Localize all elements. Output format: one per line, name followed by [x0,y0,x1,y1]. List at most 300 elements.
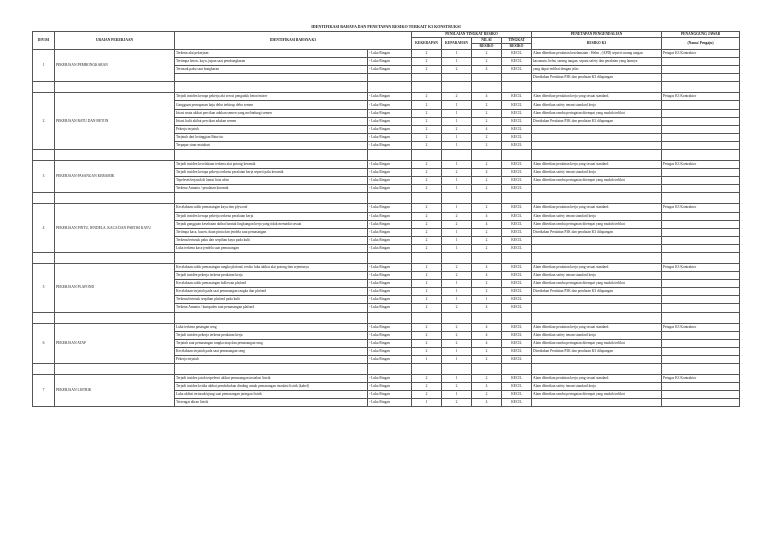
penanggung-jawab-cell [662,117,740,125]
divisi-number: 6 [33,323,55,363]
penanggung-jawab-cell [662,101,740,109]
akibat-cell: - Luka Ringan [368,93,412,101]
nilai-cell [472,74,502,82]
penanggung-jawab-cell [662,74,740,82]
penanggung-jawab-cell [662,355,740,363]
spacer-cell [532,193,662,204]
spacer-cell [412,82,442,93]
spacer-cell [368,364,412,375]
table-row [33,263,740,271]
spacer-cell [368,150,412,161]
spacer-cell [502,364,532,375]
table-row [33,323,740,331]
divisi-number: 1 [33,50,55,82]
bahaya-cell: Pekerja terjatuh [175,125,368,133]
table-row [33,204,740,212]
kekerapan-cell: 2 [412,133,442,141]
pengendalian-cell: Alam diberikan safety tenant standard kerja [532,331,662,339]
nilai-cell: 4 [472,304,502,312]
keparahan-cell: 1 [442,185,472,193]
kekerapan-cell: 2 [412,288,442,296]
akibat-cell: - Luka Ringan [368,125,412,133]
divisi-number: 4 [33,204,55,253]
kekerapan-cell: 2 [412,101,442,109]
pengendalian-cell: Alam diberikan safety tenant standard kerja [532,101,662,109]
bahaya-cell: Kecelakaan terjatuh pada saat pemasangan seng [175,347,368,355]
spacer-cell [442,82,472,93]
divisi-number: 7 [33,375,55,407]
pengendalian-cell: Disediakan Peralatan P3K dan peralatan K3 dilapangan [532,117,662,125]
akibat-cell: - Luka Ringan [368,109,412,117]
penanggung-jawab-cell [662,399,740,407]
bahaya-cell: Kecelakaan saldo pemasangan hollowan plafond [175,280,368,288]
bahaya-cell: Terjadi insiden pekerja terkena peralatan kerja [175,272,368,280]
bahaya-cell: Terkena/tertusuk serpihan plafond pada kulit [175,296,368,304]
spacer-cell [175,252,368,263]
penanggung-jawab-cell [662,133,740,141]
keparahan-cell: 1 [442,50,472,58]
tingkat-cell: KECIL [502,383,532,391]
nilai-cell: 4 [472,93,502,101]
pengendalian-cell [532,296,662,304]
kekerapan-cell: 2 [412,304,442,312]
penanggung-jawab-cell [662,236,740,244]
penanggung-jawab-cell [662,185,740,193]
kekerapan-cell: 2 [412,220,442,228]
kekerapan-cell: 2 [412,204,442,212]
akibat-cell: - Luka Ringan [368,304,412,312]
spacer-cell [662,193,740,204]
nilai-cell: 2 [472,204,502,212]
bahaya-cell: Luka terkena kaca jendela saat pemasangan [175,244,368,252]
kekerapan-header: KEKERAPAN [412,38,442,50]
penanggung-header: PENANGGUNG JAWAB [662,32,740,38]
nilai-cell: 2 [472,185,502,193]
tingkat-header: TINGKAT [502,38,532,44]
resiko-k3-header: RESIKO K3 [532,38,662,50]
penanggung-jawab-cell [662,177,740,185]
tingkat-cell: KECIL [502,66,532,74]
group-spacer [33,193,740,204]
spacer-cell [442,150,472,161]
pengendalian-cell: Disediakan Peralatan P3K dan peralatan K3 dilapangan [532,288,662,296]
akibat-cell [368,74,412,82]
keparahan-cell: 2 [442,220,472,228]
spacer-cell [55,193,175,204]
kekerapan-cell: 1 [412,399,442,407]
tingkat-cell: KECIL [502,93,532,101]
keparahan-cell: 2 [442,93,472,101]
uraian-pekerjaan: PEKERJAAN BATU DAN BETON [55,93,175,150]
tingkat-cell: KECIL [502,236,532,244]
document-title: IDENTIFIKASI BAHAYA DAN PENETAPAN RESIKO TERKAIT K3 KONSTRUKSI [311,23,461,29]
tingkat-cell: KECIL [502,212,532,220]
bahaya-cell: Terjadi insiden kerupa pekerja terkena peralatan kerja [175,212,368,220]
nilai-cell: 4 [472,125,502,133]
kekerapan-cell: 2 [412,263,442,271]
penanggung-jawab-cell: Petugas K3 Kontraktor [662,204,740,212]
kekerapan-cell: 2 [412,323,442,331]
bahaya-cell: Iritasi mata akibat percikan adukan semen yang melindungi semen [175,109,368,117]
spacer-cell [55,150,175,161]
akibat-cell: - Luka Ringan [368,220,412,228]
spacer-cell [55,364,175,375]
pengendalian-cell: Disediakan Peralatan P3K dan peralatan K3 dilapangan [532,74,662,82]
kekerapan-cell: 2 [412,296,442,304]
spacer-cell [412,364,442,375]
tingkat-resiko-header: RESIKO [502,44,532,50]
spacer-cell [33,193,55,204]
identifikasi-header: IDENTIFIKASI BAHAYA K3 [175,32,412,50]
tingkat-cell: KECIL [502,177,532,185]
penilaian-header: PENILAIAN TINGKAT RESIKO [412,32,532,38]
bahaya-cell: Tertimpa beton, kayu, jupan saat pembongkaran [175,58,368,66]
bahaya-cell: Terpapar sinar matahari [175,141,368,149]
penanggung-jawab-cell [662,288,740,296]
keparahan-cell: 2 [442,272,472,280]
tingkat-cell: KECIL [502,339,532,347]
pengendalian-cell: Alam diberikan peralatan kerja yang sesuai standard. [532,204,662,212]
spacer-cell [662,252,740,263]
penanggung-jawab-cell: Petugas K3 Kontraktor [662,93,740,101]
pengendalian-cell: Alam diberikan safety tenant standard kerja [532,272,662,280]
nilai-cell: 4 [472,339,502,347]
keparahan-cell: 2 [442,304,472,312]
spacer-cell [662,150,740,161]
bahaya-cell: Iritasi kulit akibat percikan adukan semen [175,117,368,125]
penanggung-jawab-cell: Petugas K3 Kontraktor [662,263,740,271]
penanggung-jawab-cell [662,220,740,228]
tingkat-cell: KECIL [502,347,532,355]
pengendalian-cell: Alam diberikan safety tenant standard kerja [532,169,662,177]
keparahan-cell: 1 [442,355,472,363]
spacer-cell [368,252,412,263]
spacer-cell [175,150,368,161]
pengendalian-cell: yang dapat terlihat dengan jelas [532,66,662,74]
bahaya-cell: Tepeleset/terjatuh di lantai licin ubin [175,177,368,185]
keparahan-cell: 2 [442,383,472,391]
kekerapan-cell: 2 [412,272,442,280]
bahaya-cell: Luka akibat tertusuk/ujung saat pemasangan jaringan listrik [175,391,368,399]
nilai-cell: 2 [472,280,502,288]
pengendalian-cell [532,399,662,407]
nilai-cell: 2 [472,141,502,149]
kekerapan-cell: 2 [412,375,442,383]
spacer-cell [33,82,55,93]
kekerapan-cell: 2 [412,109,442,117]
akibat-cell: - Luka Ringan [368,228,412,236]
spacer-cell [472,82,502,93]
kekerapan-cell: 2 [412,391,442,399]
divisi-header: DIVISI [33,32,55,50]
bahaya-cell: Terjatuh saat pemasangan rangka atap dan pemasangan seng [175,339,368,347]
tingkat-cell: KECIL [502,204,532,212]
kekerapan-cell: 2 [412,236,442,244]
spacer-cell [55,82,175,93]
akibat-cell: - Luka Ringan [368,117,412,125]
tingkat-cell: KECIL [502,272,532,280]
kekerapan-cell: 2 [412,383,442,391]
bahaya-cell: Terjadi gangguan kesehatan akibat bantuk lingkungan kerja yang tidak memadai sesuai [175,220,368,228]
akibat-cell: - Luka Ringan [368,355,412,363]
kekerapan-cell: 2 [412,347,442,355]
tingkat-cell: KECIL [502,280,532,288]
tingkat-cell: KECIL [502,141,532,149]
spacer-cell [175,193,368,204]
pengendalian-cell: Alam diberikan safety tenant standard kerja [532,383,662,391]
tingkat-cell: KECIL [502,161,532,169]
nilai-cell: 4 [472,220,502,228]
spacer-cell [502,252,532,263]
kekerapan-cell [412,74,442,82]
tingkat-cell: KECIL [502,133,532,141]
nilai-header: NILAI [472,38,502,44]
tingkat-cell: KECIL [502,375,532,383]
penanggung-jawab-cell [662,391,740,399]
nilai-cell: 4 [472,169,502,177]
bahaya-cell: Luka terkena pasangan seng [175,323,368,331]
akibat-cell: - Luka Ringan [368,399,412,407]
pengendalian-cell: Alam diberikan peralatan kerja yang sesuai standard. [532,323,662,331]
pengendalian-cell: Alam diberikan peralatan kerja yang sesuai standard. [532,93,662,101]
bahaya-cell: Tertimpa kaca, kusen, daun pintu dan jendela saat pemasangan [175,228,368,236]
group-spacer [33,364,740,375]
keparahan-cell: 2 [442,339,472,347]
pengendalian-cell: Alam diberikan rambu peringatan ditempat yang mudah terlihat [532,280,662,288]
tingkat-cell: KECIL [502,101,532,109]
keparahan-cell [442,74,472,82]
keparahan-cell: 2 [442,323,472,331]
akibat-cell: - Luka Ringan [368,212,412,220]
keparahan-cell: 2 [442,125,472,133]
pengendalian-cell [532,355,662,363]
bahaya-cell: Pekerja terjatuh [175,355,368,363]
spacer-cell [532,150,662,161]
nilai-cell: 4 [472,383,502,391]
pengendalian-cell [532,185,662,193]
spacer-cell [662,364,740,375]
keparahan-cell: 1 [442,288,472,296]
nilai-cell: 2 [472,391,502,399]
spacer-cell [33,150,55,161]
kekerapan-cell: 2 [412,50,442,58]
nilai-cell: 2 [472,101,502,109]
kekerapan-cell: 2 [412,93,442,101]
nilai-cell: 2 [472,375,502,383]
spacer-cell [33,364,55,375]
keparahan-cell: 1 [442,177,472,185]
spacer-cell [472,312,502,323]
bahaya-cell: Terjadi insiden kecelakaan terkena alat potong keramik [175,161,368,169]
akibat-cell: - Luka Ringan [368,347,412,355]
akibat-cell: - Luka Ringan [368,50,412,58]
spacer-cell [55,252,175,263]
spacer-cell [502,150,532,161]
bahaya-cell: Terkena Amunia / kumpulen saat pemasangan plafond [175,304,368,312]
penanggung-jawab-cell [662,169,740,177]
bahaya-cell: Terjadi insiden kerupa pekerja akt serosi pengaduk beton/mixer [175,93,368,101]
nilai-cell: 1 [472,296,502,304]
penanggung-jawab-cell [662,244,740,252]
tingkat-cell: KECIL [502,220,532,228]
keparahan-cell: 2 [442,212,472,220]
nama-header: (Nama/ Pengaju) [662,38,740,50]
bahaya-cell: Terjadi insiden ketika akibat pembobokan dinding untuk pemasangan instalasi listrik (kabel) [175,383,368,391]
nilai-cell: 4 [472,331,502,339]
akibat-cell: - Luka Ringan [368,244,412,252]
spacer-cell [442,193,472,204]
keparahan-cell: 1 [442,375,472,383]
bahaya-cell: Kecelakaan saldo pemasangan kayu dan plywood [175,204,368,212]
akibat-cell: - Luka Ringan [368,272,412,280]
akibat-cell: - Luka Ringan [368,331,412,339]
nilai-cell: 2 [472,161,502,169]
nilai-cell: 4 [472,212,502,220]
bahaya-cell: Terjadi insiden jatuh terpeleset akibat pemasangan instalasi listrik [175,375,368,383]
pengendalian-cell: Alam diberikan rambu peringatan ditempat yang mudah terlihat [532,220,662,228]
keparahan-cell: 1 [442,109,472,117]
uraian-pekerjaan: PEKERJAAN PEMBONGKARAN [55,50,175,82]
spacer-cell [442,252,472,263]
nilai-cell: 2 [472,50,502,58]
keparahan-cell: 1 [442,391,472,399]
spacer-cell [532,312,662,323]
bahaya-cell: Terkena Amunia / peralatan keramik [175,185,368,193]
akibat-cell: - Luka Ringan [368,177,412,185]
tingkat-cell: KECIL [502,355,532,363]
kekerapan-cell: 2 [412,141,442,149]
pengendalian-cell [532,141,662,149]
pengendalian-cell: Alam diberikan peralatan keselamatan : Helm , (APD) seperti sarung tangan [532,50,662,58]
kekerapan-cell: 2 [412,66,442,74]
nilai-cell: 2 [472,117,502,125]
kekerapan-cell: 2 [412,212,442,220]
akibat-cell: - Luka Ringan [368,185,412,193]
group-spacer [33,82,740,93]
spacer-cell [33,312,55,323]
kekerapan-cell: 2 [412,161,442,169]
akibat-cell: - Luka Ringan [368,169,412,177]
penanggung-jawab-cell [662,347,740,355]
tingkat-cell: KECIL [502,109,532,117]
spacer-cell [502,82,532,93]
penanggung-jawab-cell [662,66,740,74]
nilai-cell: 4 [472,66,502,74]
nilai-cell: 4 [472,323,502,331]
pengendalian-cell: Alam diberikan peralatan kerja yang sesuai standard. [532,263,662,271]
pengendalian-cell: Alam diberikan rambu peringatan ditempat yang mudah terlihat [532,109,662,117]
nilai-resiko-header: RESIKO [472,44,502,50]
bahaya-cell: Tersengat aliran listrik [175,399,368,407]
spacer-cell [472,364,502,375]
pengendalian-cell: kacamata, helm, sarung tangan, sepatu safety dan peralatan yang lainnya [532,58,662,66]
kekerapan-cell: 2 [412,185,442,193]
penanggung-jawab-cell [662,304,740,312]
bahaya-cell: Terjadi insiden kerupa pekerja terkena peralatan kerja seperti palu keramik [175,169,368,177]
spacer-cell [368,312,412,323]
kekerapan-cell: 2 [412,177,442,185]
spacer-cell [175,82,368,93]
akibat-cell: - Luka Ringan [368,288,412,296]
divisi-number: 5 [33,263,55,312]
tingkat-cell: KECIL [502,331,532,339]
spacer-cell [175,364,368,375]
penanggung-jawab-cell [662,141,740,149]
penanggung-jawab-cell [662,58,740,66]
spacer-cell [175,312,368,323]
spacer-cell [55,312,175,323]
penetapan-header: PENETAPAN PENGENDALIAN [532,32,662,38]
pengendalian-cell: Alam diberikan peralatan kerja yang sesuai standard. [532,161,662,169]
tingkat-cell: KECIL [502,58,532,66]
kekerapan-cell: 1 [412,355,442,363]
uraian-pekerjaan: PEKERJAAN PINTU, JENDELA, KACA DAN PARTISI KAYU [55,204,175,253]
tingkat-cell: KECIL [502,323,532,331]
spacer-cell [368,193,412,204]
pengendalian-cell [532,125,662,133]
table-row [33,50,740,58]
kekerapan-cell: 2 [412,280,442,288]
pengendalian-cell [532,304,662,312]
keparahan-cell: 1 [442,228,472,236]
group-spacer [33,312,740,323]
nilai-cell: 4 [472,272,502,280]
keparahan-cell: 1 [442,58,472,66]
bahaya-cell: Terkena alat pekerjaan [175,50,368,58]
kekerapan-cell: 2 [412,125,442,133]
penanggung-jawab-cell [662,331,740,339]
bahaya-cell: Terjadi insiden pekerja terkena peralatan kerja [175,331,368,339]
keparahan-cell: 1 [442,117,472,125]
keparahan-cell: 1 [442,296,472,304]
kekerapan-cell: 2 [412,331,442,339]
penanggung-jawab-cell [662,125,740,133]
nilai-cell: 2 [472,177,502,185]
penanggung-jawab-cell: Petugas K3 Kontraktor [662,375,740,383]
risk-table-body [33,50,740,407]
pengendalian-cell: Alam diberikan safety tenant standard kerja [532,212,662,220]
penanggung-jawab-cell [662,339,740,347]
spacer-cell [412,252,442,263]
uraian-header: URAIAN PEKERJAAN [55,32,175,50]
bahaya-cell: Tertusuk paku saat bongkaran [175,66,368,74]
keparahan-cell: 1 [442,133,472,141]
tingkat-cell: KECIL [502,391,532,399]
nilai-cell: 2 [472,133,502,141]
akibat-cell: - Luka Ringan [368,263,412,271]
spacer-cell [532,82,662,93]
kekerapan-cell: 2 [412,58,442,66]
keparahan-cell: 2 [442,399,472,407]
akibat-cell: - Luka Ringan [368,66,412,74]
table-row [33,161,740,169]
tingkat-cell: KECIL [502,399,532,407]
spacer-cell [442,364,472,375]
tingkat-cell: KECIL [502,117,532,125]
nilai-cell: 2 [472,288,502,296]
nilai-cell: 2 [472,355,502,363]
keparahan-cell: 1 [442,101,472,109]
tingkat-cell: KECIL [502,304,532,312]
spacer-cell [502,312,532,323]
penanggung-jawab-cell [662,212,740,220]
spacer-cell [502,193,532,204]
spacer-cell [442,312,472,323]
risk-table [32,21,740,407]
keparahan-cell: 2 [442,331,472,339]
spacer-cell [472,193,502,204]
table-row [33,93,740,101]
